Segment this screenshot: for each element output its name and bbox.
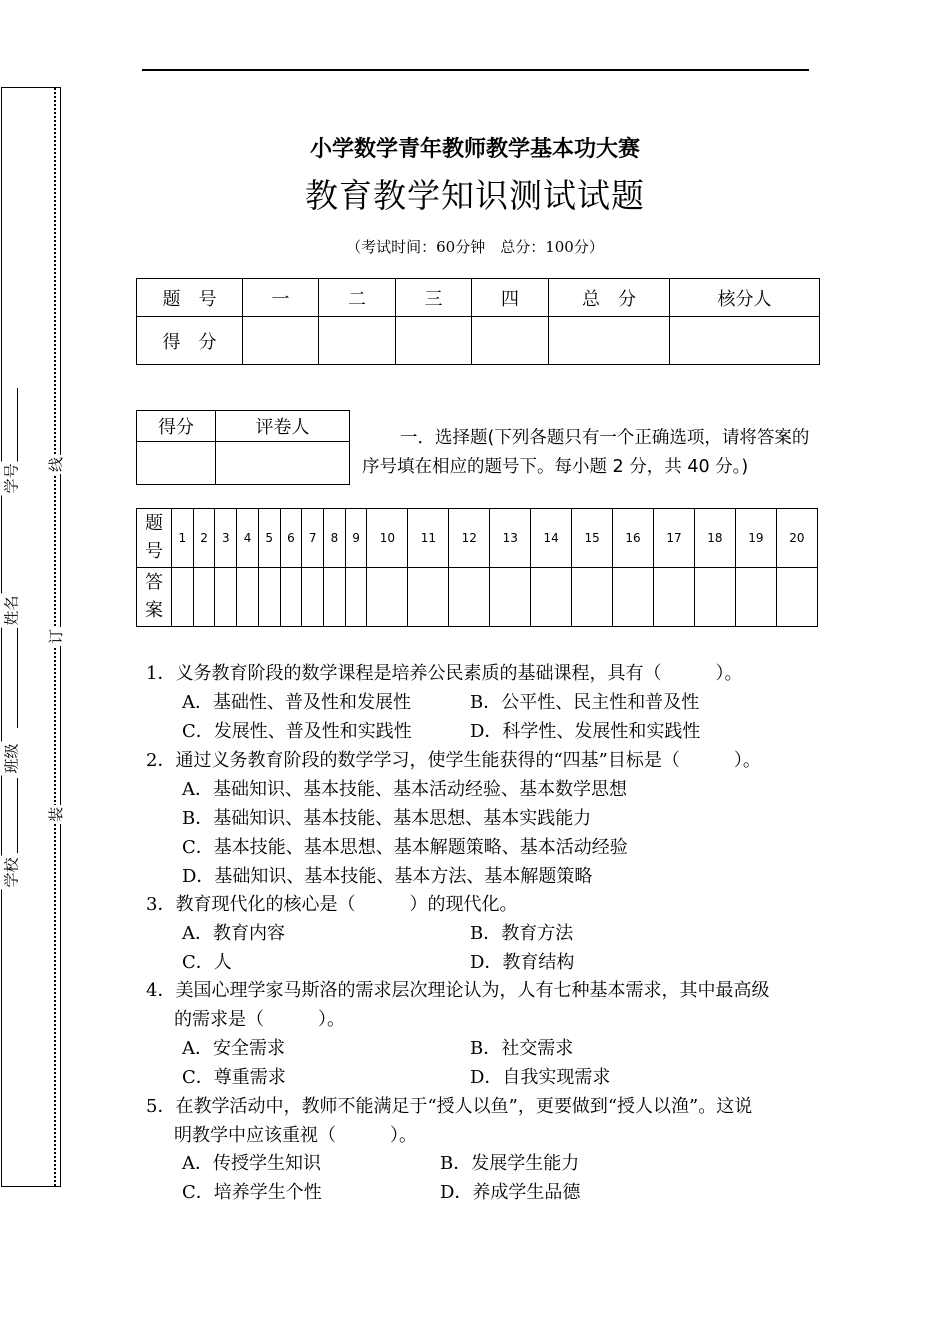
question-1-stem: 1．义务教育阶段的数学课程是培养公民素质的基础课程，具有（ ）。: [146, 663, 743, 684]
student-no-underline: [17, 388, 18, 470]
question-4-stem: 4．美国心理学家马斯洛的需求层次理论认为，人有七种基本需求，其中最高级: [146, 980, 770, 1001]
answer-grid-number-cell: 19: [735, 509, 776, 568]
answer-grid-number-cell: 20: [776, 509, 817, 568]
answer-grid-answer-cell[interactable]: [490, 568, 531, 627]
question-2-option-c: C．基本技能、基本思想、基本解题策略、基本活动经验: [182, 837, 628, 858]
answer-grid-answer-cell[interactable]: [258, 568, 280, 627]
answer-grid-answer-cell[interactable]: [531, 568, 572, 627]
question-5-option-d: D．养成学生品德: [440, 1182, 581, 1203]
answer-grid-number-cell: 2: [193, 509, 215, 568]
answer-grid-number-label-text: 题号: [145, 513, 163, 562]
answer-grid-answer-cell[interactable]: [408, 568, 449, 627]
answer-grid-answer-cell[interactable]: [193, 568, 215, 627]
answer-grid-number-cell: 9: [345, 509, 367, 568]
answer-grid-answer-cell[interactable]: [449, 568, 490, 627]
answer-grid-number-cell: 6: [280, 509, 302, 568]
question-5-option-b: B．发展学生能力: [440, 1153, 580, 1174]
answer-grid-answer-cell[interactable]: [776, 568, 817, 627]
question-5-stem: 5．在教学活动中，教师不能满足于“授人以鱼”，更要做到“授人以渔”。这说: [146, 1096, 753, 1117]
answer-grid-answer-cell[interactable]: [613, 568, 654, 627]
score-header-cell: 题 号: [137, 279, 243, 317]
question-4-option-a: A．安全需求: [182, 1038, 285, 1059]
answer-grid-answer-cell[interactable]: [215, 568, 237, 627]
score-header-cell: 一: [243, 279, 319, 317]
answer-grid-number-cell: 7: [302, 509, 324, 568]
exam-info: （考试时间：60分钟 总分：100分）: [346, 238, 604, 256]
score-header-cell: 二: [319, 279, 396, 317]
answer-grid-number-cell: 17: [654, 509, 695, 568]
question-2-stem: 2．通过义务教育阶段的数学学习，使学生能获得的“四基”目标是（ ）。: [146, 750, 761, 771]
answer-grid-answer-cell[interactable]: [572, 568, 613, 627]
score-table: [136, 278, 820, 365]
question-4-stem-cont: 的需求是（ ）。: [174, 1009, 345, 1030]
score-entry-cell[interactable]: [319, 317, 396, 365]
zhuang-label: 装: [47, 806, 66, 823]
score-header-cell: 四: [472, 279, 549, 317]
ding-label: 订: [47, 628, 66, 645]
grader-score-label: 得分: [137, 411, 216, 442]
score-header-cell: 总 分: [549, 279, 670, 317]
question-3-stem: 3．教育现代化的核心是（ ）的现代化。: [146, 894, 518, 915]
score-entry-cell[interactable]: [549, 317, 670, 365]
answer-grid-answer-cell[interactable]: [654, 568, 695, 627]
question-3-option-a: A．教育内容: [182, 923, 285, 944]
page-subtitle: 教育教学知识测试试题: [305, 176, 645, 215]
answer-grid-answer-label-text: 答案: [145, 572, 163, 621]
answer-grid-number-cell: 11: [408, 509, 449, 568]
question-3-option-b: B．教育方法: [470, 923, 574, 944]
score-row-label: 得 分: [137, 317, 243, 365]
answer-grid: [136, 508, 818, 627]
answer-grid-answer-cell[interactable]: [694, 568, 735, 627]
answer-grid-number-cell: 13: [490, 509, 531, 568]
answer-grid-number-label: [137, 509, 172, 568]
answer-grid-number-cell: 16: [613, 509, 654, 568]
answer-grid-number-cell: 12: [449, 509, 490, 568]
question-1-option-b: B．公平性、民主性和普及性: [470, 692, 700, 713]
class-underline: [17, 778, 18, 853]
grader-reviewer-label: 评卷人: [216, 411, 350, 442]
student-no-label: 学号: [2, 463, 21, 494]
question-5-stem-cont: 明教学中应该重视（ ）。: [174, 1125, 417, 1146]
grader-reviewer-cell[interactable]: [216, 442, 350, 485]
answer-grid-answer-cell[interactable]: [735, 568, 776, 627]
name-underline: [17, 628, 18, 728]
class-label: 班级: [2, 743, 21, 774]
name-label: 姓名: [2, 595, 21, 626]
question-1-option-c: C．发展性、普及性和实践性: [182, 721, 412, 742]
answer-grid-answer-label: [137, 568, 172, 627]
score-header-cell: 核分人: [670, 279, 820, 317]
question-5-option-c: C．培养学生个性: [182, 1182, 322, 1203]
question-4-option-b: B．社交需求: [470, 1038, 574, 1059]
score-header-cell: 三: [396, 279, 472, 317]
answer-grid-number-cell: 5: [258, 509, 280, 568]
question-2-option-d: D．基础知识、基本技能、基本方法、基本解题策略: [182, 866, 593, 887]
score-entry-cell[interactable]: [472, 317, 549, 365]
page-title: 小学数学青年教师教学基本功大赛: [309, 137, 640, 162]
score-entry-cell[interactable]: [396, 317, 472, 365]
score-entry-cell[interactable]: [243, 317, 319, 365]
answer-grid-answer-cell[interactable]: [172, 568, 194, 627]
answer-grid-answer-cell[interactable]: [324, 568, 346, 627]
header-rule: [142, 69, 809, 71]
question-4-option-d: D．自我实现需求: [470, 1067, 611, 1088]
answer-grid-answer-cell[interactable]: [237, 568, 259, 627]
answer-grid-number-cell: 15: [572, 509, 613, 568]
answer-grid-answer-cell[interactable]: [280, 568, 302, 627]
question-2-option-b: B．基础知识、基本技能、基本思想、基本实践能力: [182, 808, 592, 829]
answer-grid-number-cell: 3: [215, 509, 237, 568]
answer-grid-answer-cell[interactable]: [302, 568, 324, 627]
question-3-option-c: C．人: [182, 952, 232, 973]
question-1-option-a: A．基础性、普及性和发展性: [182, 692, 411, 713]
school-label: 学校: [2, 857, 21, 888]
xian-label: 线: [47, 456, 66, 473]
question-3-option-d: D．教育结构: [470, 952, 575, 973]
answer-grid-answer-cell[interactable]: [345, 568, 367, 627]
answer-grid-answer-cell[interactable]: [367, 568, 408, 627]
score-entry-cell[interactable]: [670, 317, 820, 365]
answer-grid-number-cell: 18: [694, 509, 735, 568]
grader-box: [136, 410, 350, 485]
question-1-option-d: D．科学性、发展性和实践性: [470, 721, 701, 742]
grader-score-cell[interactable]: [137, 442, 216, 485]
answer-grid-number-cell: 8: [324, 509, 346, 568]
question-4-option-c: C．尊重需求: [182, 1067, 286, 1088]
question-2-option-a: A．基础知识、基本技能、基本活动经验、基本数学思想: [182, 779, 627, 800]
answer-grid-number-cell: 14: [531, 509, 572, 568]
answer-grid-number-cell: 4: [237, 509, 259, 568]
answer-grid-number-cell: 10: [367, 509, 408, 568]
section-title: 一．选择题(下列各题只有一个正确选项，请将答案的序号填在相应的题号下。每小题 2 分，共 40 分。): [362, 428, 810, 477]
answer-grid-number-cell: 1: [172, 509, 194, 568]
question-5-option-a: A．传授学生知识: [182, 1153, 321, 1174]
